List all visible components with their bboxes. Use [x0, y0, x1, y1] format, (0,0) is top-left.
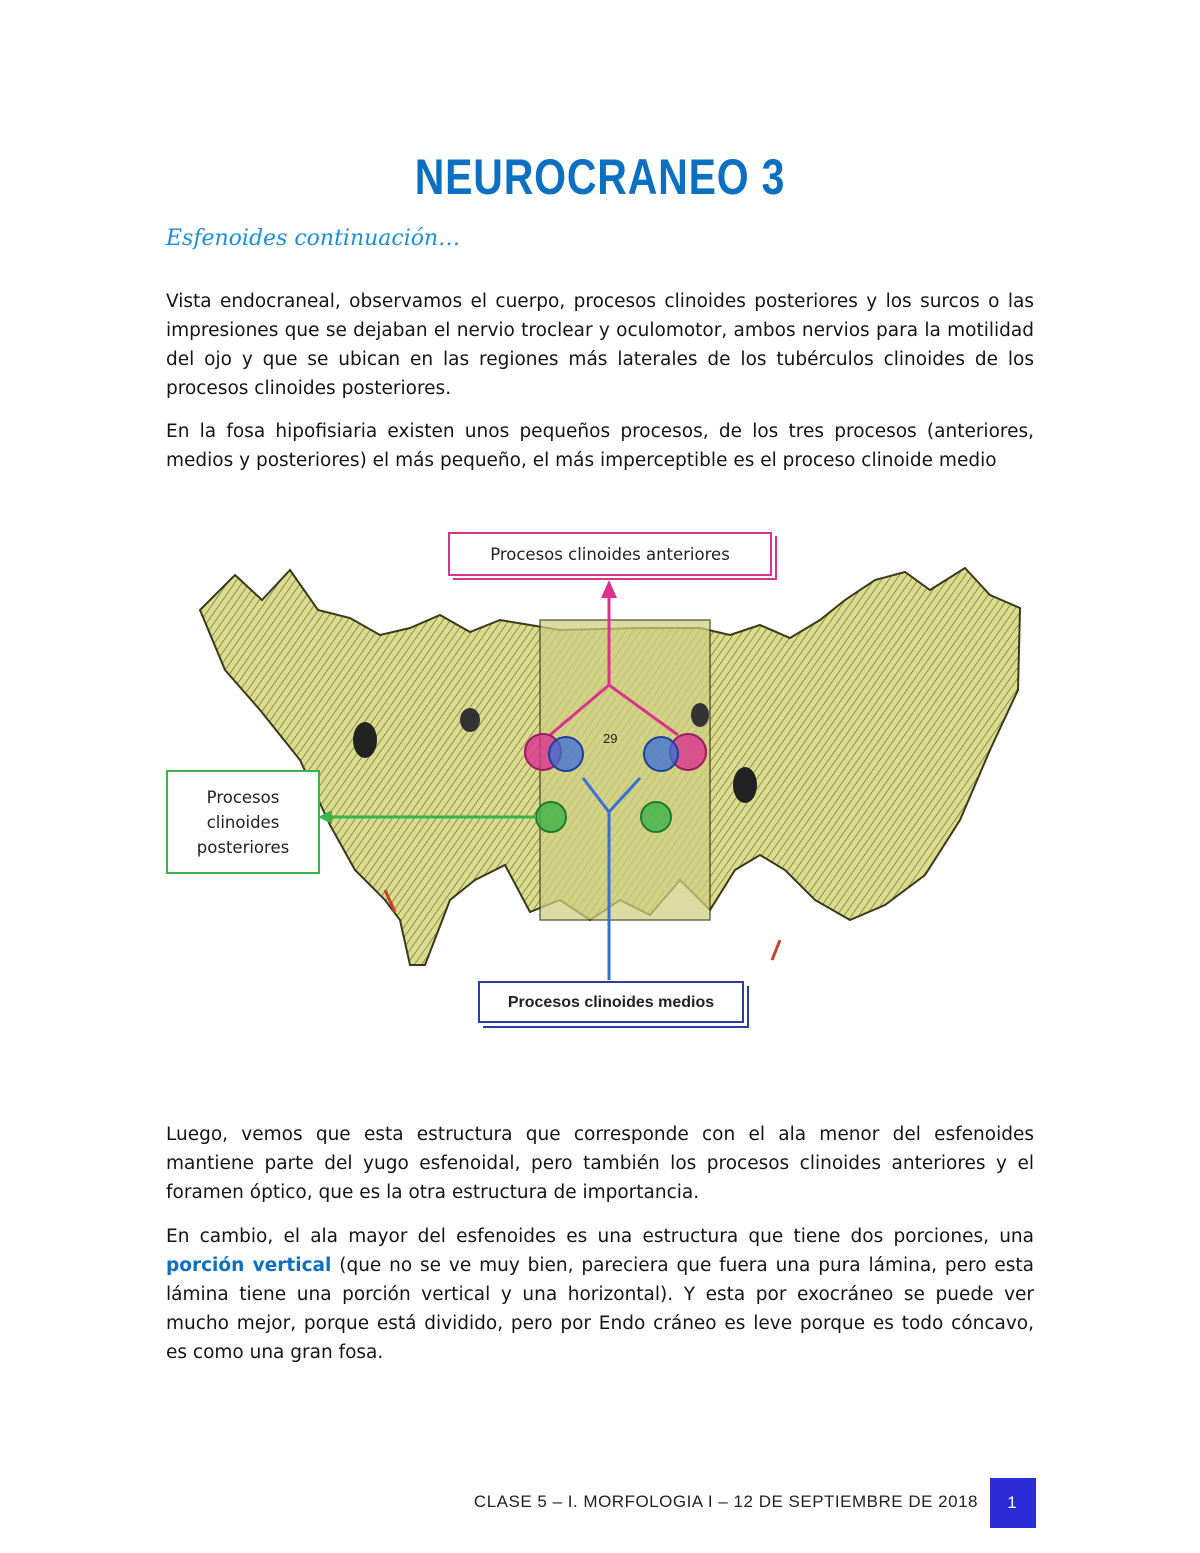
ala-mayor-text-start: En cambio, el ala mayor del esfenoides es una estructura que tiene dos porciones, una — [166, 1226, 1034, 1247]
paragraph-vista-endocraneal: Vista endocraneal, observamos el cuerpo, procesos clinoides posteriores y los surcos o las impresiones que se dejaban el nervio troclear y oculomotor, ambos nervios para la motilidad del ojo y que se ubican en las regiones más laterales de los tubérculos clinoides de los procesos clinoides posteriores. — [166, 291, 1034, 399]
paragraph-fosa-hipofisiaria: En la fosa hipofisiaria existen unos pequeños procesos, de los tres procesos (anteriores, medios y posteriores) el más pequeño, el más imperceptible es el proceso clinoide medio — [166, 421, 1034, 471]
anterior-arrow-head — [601, 580, 617, 598]
medio-process-right-marker — [644, 737, 678, 771]
footer-rule — [1034, 1478, 1036, 1528]
page-title: NEUROCRANEO 3 — [414, 149, 786, 205]
bone-number: 29 — [603, 731, 618, 746]
paragraph-ala-mayor — [166, 1222, 1034, 1367]
foramen-right — [733, 767, 757, 803]
label-procesos-clinoides-anteriores: Procesos clinoides anteriores — [448, 532, 772, 576]
page-number-badge: 1 — [990, 1478, 1034, 1528]
posterior-process-right-marker — [641, 802, 671, 832]
ala-mayor-text-end: (que no se ve muy bien, pareciera que fuera una pura lámina, pero esta lámina tiene una porción vertical y una horizontal). Y esta por exocráneo se puede ver mucho mejor, porque está dividido, pero por Endo cráneo es leve porque es todo cóncavo, es como una gran fosa. — [166, 1255, 1034, 1363]
foramen-right-small — [691, 703, 709, 727]
highlight-porcion-vertical: porción vertical — [166, 1255, 332, 1276]
label-procesos-clinoides-posteriores: Procesos clinoides posteriores — [166, 770, 320, 874]
vessel-right — [772, 940, 780, 960]
posterior-process-left-marker — [536, 802, 566, 832]
paragraph-ala-menor: Luego, vemos que esta estructura que corresponde con el ala menor del esfenoides mantiene parte del yugo esfenoidal, pero también los procesos clinoides anteriores y el foramen óptico, que es la otra estructura de importancia. — [166, 1124, 1034, 1203]
medio-process-left-marker — [549, 737, 583, 771]
sphenoid-figure — [0, 520, 1200, 1040]
section-subtitle: Esfenoides continuación… — [166, 226, 461, 251]
foramen-left — [353, 722, 377, 758]
label-procesos-clinoides-medios: Procesos clinoides medios — [478, 981, 744, 1023]
footer-class-info: CLASE 5 – I. MORFOLOGIA I – 12 DE SEPTIEMBRE DE 2018 — [473, 1492, 978, 1511]
foramen-left-small — [460, 708, 480, 732]
